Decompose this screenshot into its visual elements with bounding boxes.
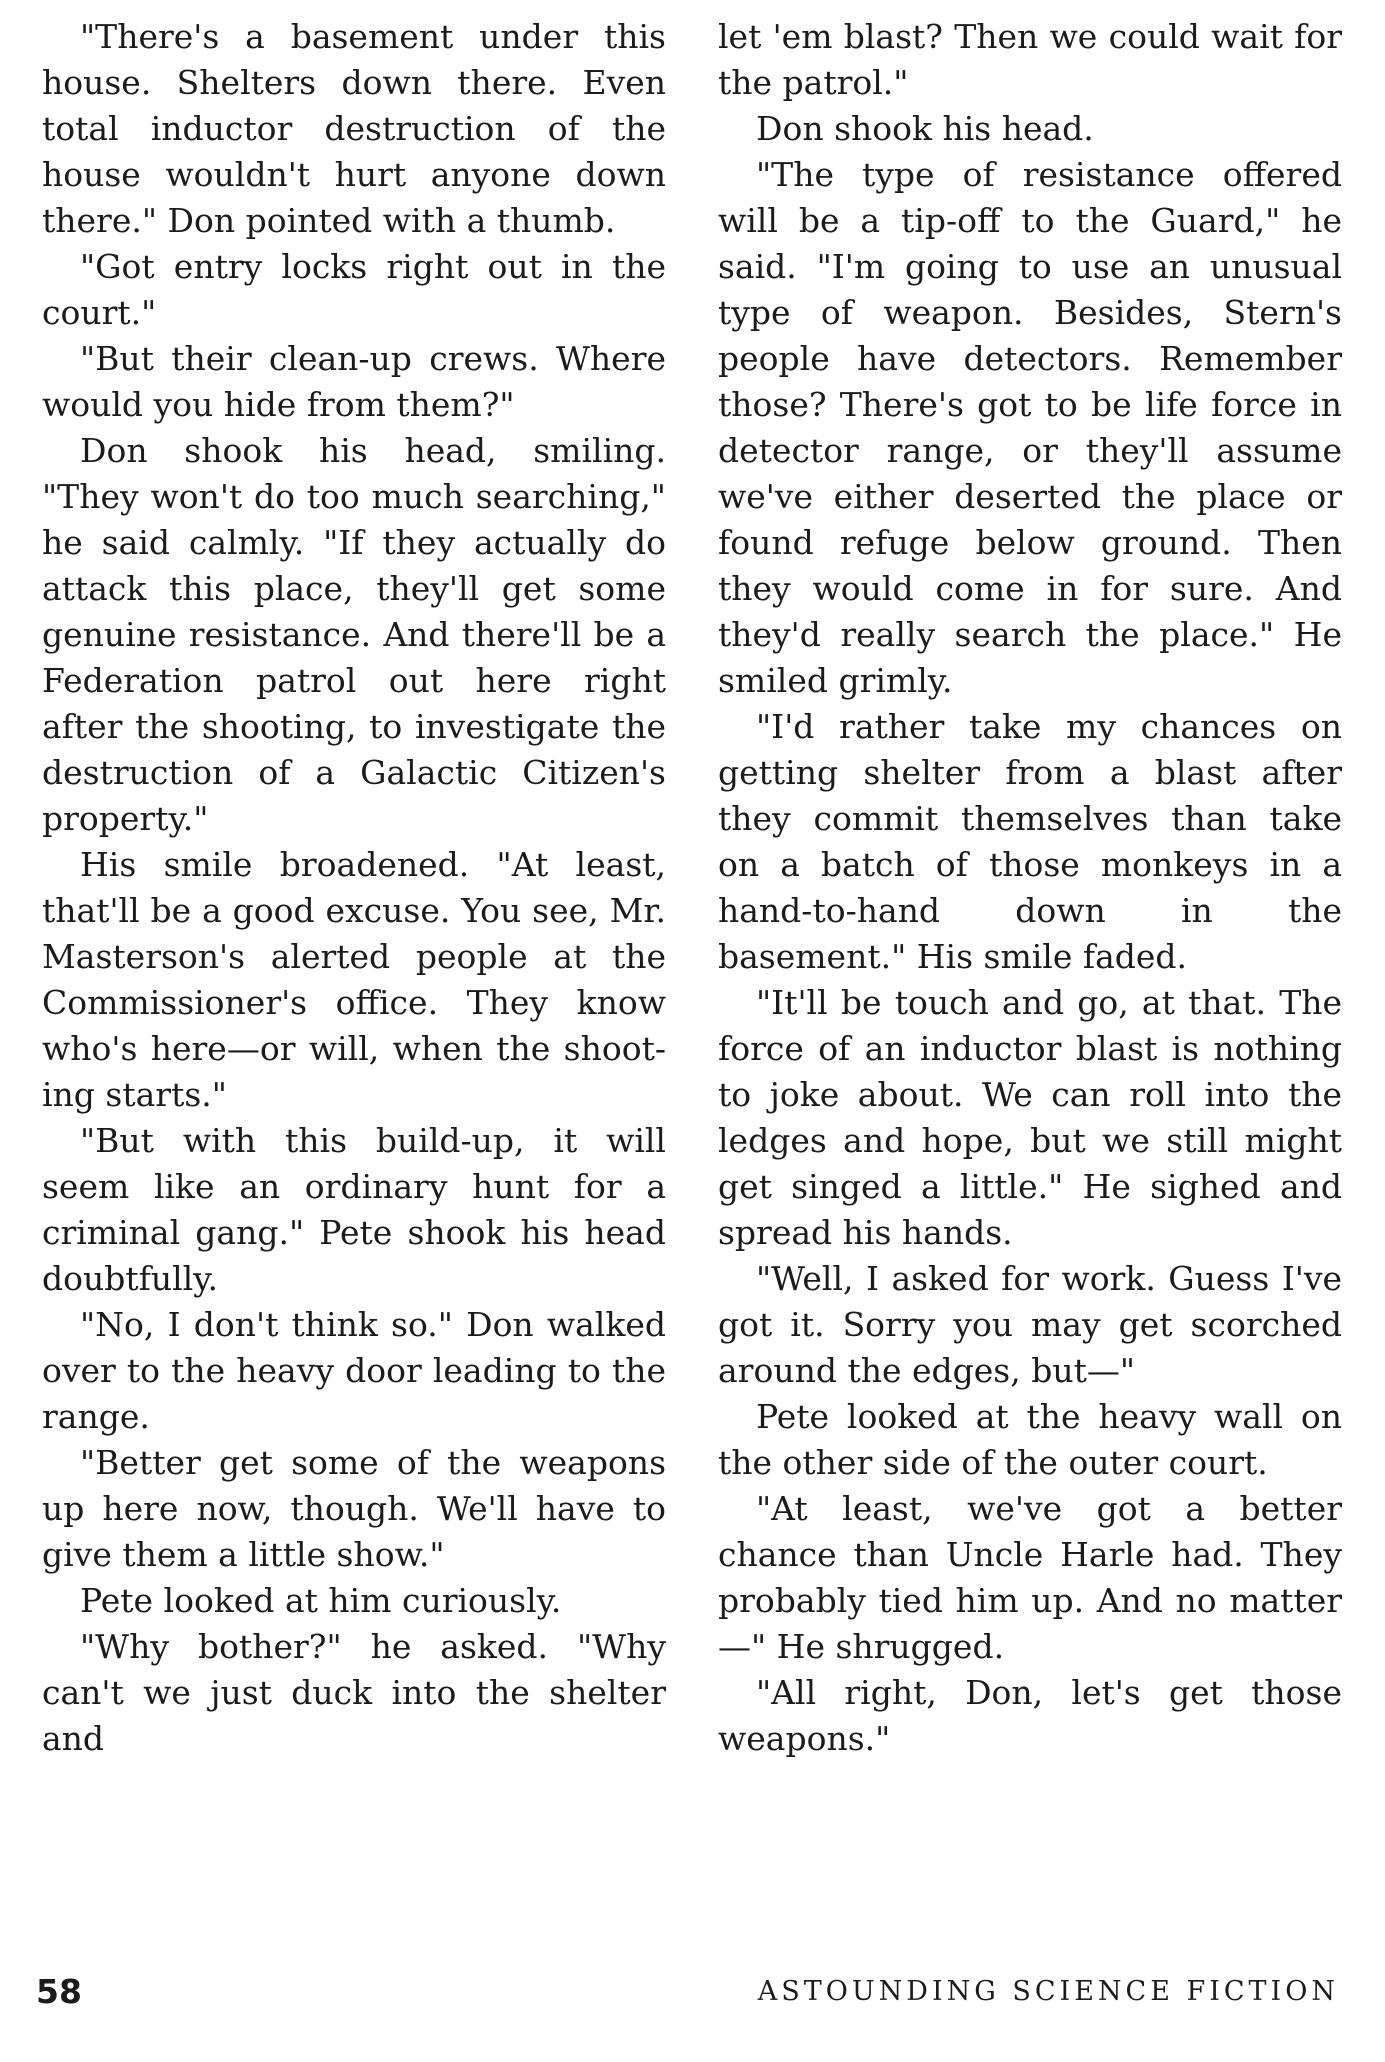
paragraph: "It'll be touch and go, at that. The force of an inductor blast is nothing to joke about. We can roll into the ledges and hope, but we still might get singed a little." He sighed and spread his hands. xyxy=(718,983,1342,1252)
paragraph: His smile broadened. "At least, that'll be a good excuse. You see, Mr. Masterson's alerted people at the Commissioner's office. They know who's here—or will, when the shooting starts." xyxy=(42,845,666,1114)
page-footer xyxy=(0,1972,1385,2012)
paragraph: Don shook his head. xyxy=(756,109,1094,148)
paragraph: Pete looked at the heavy wall on the other side of the outer court. xyxy=(718,1397,1342,1482)
running-title: ASTOUNDING SCIENCE FICTION xyxy=(757,1976,1339,2007)
left-column xyxy=(42,14,666,1762)
paragraph: "I'd rather take my chances on getting shelter from a blast after they commit themselves than take on a batch of those monkeys in a hand-to-hand down in the basement." His smile faded. xyxy=(718,707,1342,976)
paragraph: Pete looked at him curiously. xyxy=(80,1581,562,1620)
paragraph: Don shook his head, smiling. "They won't do too much searching," he said calmly. "If they actually do attack this place, they'll get some genuine resistance. And there'll be a Federation patrol out here right after the shooting, to investigate the destruction of a Galactic Citizen's property." xyxy=(42,431,666,838)
paragraph: "Why bother?" he asked. "Why can't we just duck into the shelter and xyxy=(42,1627,666,1758)
paragraph: "But their clean-up crews. Where would you hide from them?" xyxy=(42,339,666,424)
paragraph-continued: let 'em blast? Then we could wait for the patrol." xyxy=(718,17,1342,102)
paragraph: "Better get some of the weapons up here now, though. We'll have to give them a little show." xyxy=(42,1443,666,1574)
paragraph: "There's a basement under this house. Shelters down there. Even total inductor destruction of the house wouldn't hurt anyone down there." Don pointed with a thumb. xyxy=(42,17,666,240)
paragraph: "Well, I asked for work. Guess I've got it. Sorry you may get scorched around the edges, but—" xyxy=(718,1259,1342,1390)
paragraph: "No, I don't think so." Don walked over to the heavy door leading to the range. xyxy=(42,1305,666,1436)
page-number: 58 xyxy=(36,1972,82,2011)
paragraph: "The type of resistance offered will be a tip-off to the Guard," he said. "I'm going to use an unusual type of weapon. Besides, Stern's people have detectors. Remember those? There's got to be life force in detector range, or they'll assume we've either deserted the place or found refuge below ground. Then they would come in for sure. And they'd really search the place." He smiled grimly. xyxy=(718,155,1342,700)
paragraph: "But with this build-up, it will seem like an ordinary hunt for a criminal gang." Pete shook his head doubtfully. xyxy=(42,1121,666,1298)
paragraph: "At least, we've got a better chance than Uncle Harle had. They probably tied him up. And no matter—" He shrugged. xyxy=(718,1489,1342,1666)
paragraph: "Got entry locks right out in the court." xyxy=(42,247,666,332)
right-column xyxy=(718,14,1342,1762)
paragraph: "All right, Don, let's get those weapons." xyxy=(718,1673,1342,1758)
